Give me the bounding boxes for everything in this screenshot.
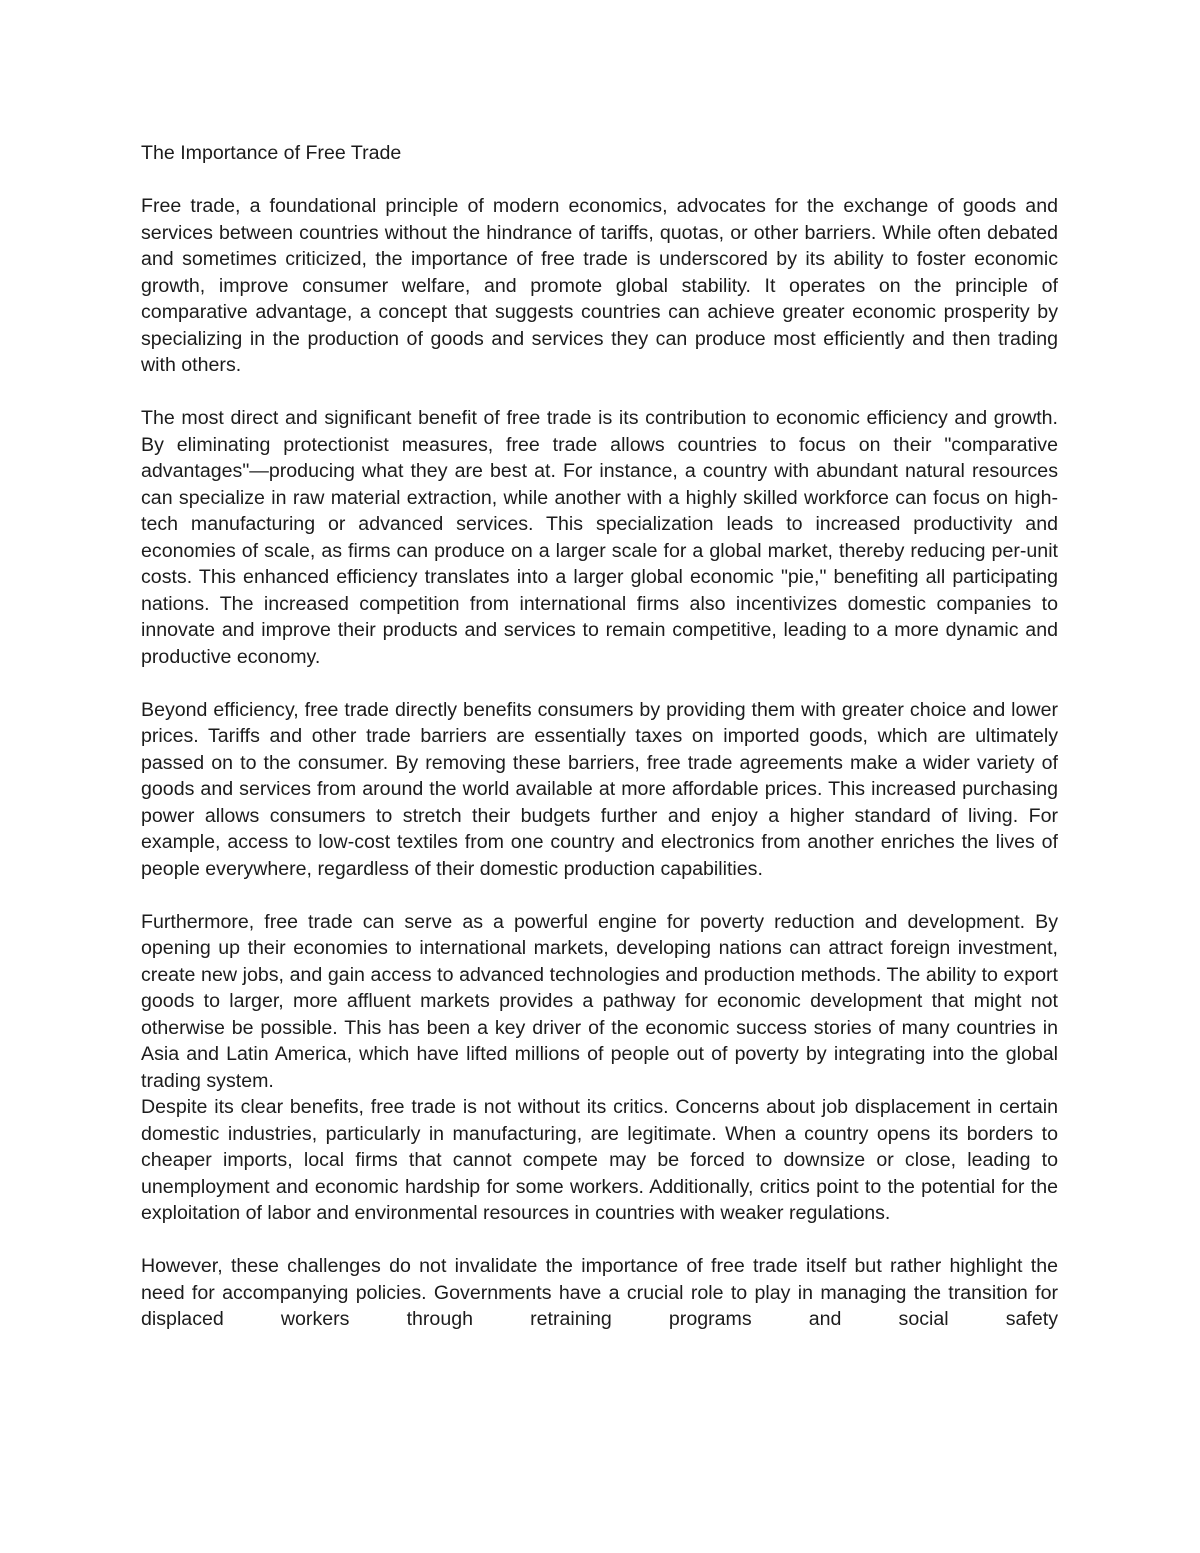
paragraph-efficiency: The most direct and significant benefit of free trade is its contribution to economic efficiency and growth. By eliminating protectionist measures, free trade allows countries to focus on their "comparative advantages"—producing what they are best at. For instance, a country with abundant natural resources can specialize in raw material extraction, while another with a highly skilled workforce can focus on high-tech manufacturing or advanced services. This specialization leads to increased productivity and economies of scale, as firms can produce on a larger scale for a global market, thereby reducing per-unit costs. This enhanced efficiency translates into a larger global economic "pie," benefiting all participating nations. The increased competition from international firms also incentivizes domestic companies to innovate and improve their products and services to remain competitive, leading to a more dynamic and productive economy. <box>141 407 1058 668</box>
paragraph-policies: However, these challenges do not invalidate the importance of free trade itself but rather highlight the need for accompanying policies. Governments have a crucial role to play in managing the transition for displaced workers through retraining programs and social safety <box>141 1255 1058 1330</box>
paragraph-critics: Despite its clear benefits, free trade is not without its critics. Concerns about job displacement in certain domestic industries, particularly in manufacturing, are legitimate. When a country opens its borders to cheaper imports, local firms that cannot compete may be forced to downsize or close, leading to unemployment and economic hardship for some workers. Additionally, critics point to the potential for the exploitation of labor and environmental resources in countries with weaker regulations. <box>141 1096 1058 1224</box>
document-page <box>141 140 1058 1333</box>
document-title: The Importance of Free Trade <box>141 142 402 164</box>
paragraph-development: Furthermore, free trade can serve as a powerful engine for poverty reduction and development. By opening up their economies to international markets, developing nations can attract foreign investment, create new jobs, and gain access to advanced technologies and production methods. The ability to export goods to larger, more affluent markets provides a pathway for economic development that might not otherwise be possible. This has been a key driver of the economic success stories of many countries in Asia and Latin America, which have lifted millions of people out of poverty by integrating into the global trading system. <box>141 910 1058 1092</box>
paragraph-consumers: Beyond efficiency, free trade directly benefits consumers by providing them with greater choice and lower prices. Tariffs and other trade barriers are essentially taxes on imported goods, which are ultimately passed on to the consumer. By removing these barriers, free trade agreements make a wider variety of goods and services from around the world available at more affordable prices. This increased purchasing power allows consumers to stretch their budgets further and enjoy a higher standard of living. For example, access to low-cost textiles from one country and electronics from another enriches the lives of people everywhere, regardless of their domestic production capabilities. <box>141 698 1058 880</box>
paragraph-intro: Free trade, a foundational principle of modern economics, advocates for the exchange of goods and services between countries without the hindrance of tariffs, quotas, or other barriers. While often debated and sometimes criticized, the importance of free trade is underscored by its ability to foster economic growth, improve consumer welfare, and promote global stability. It operates on the principle of comparative advantage, a concept that suggests countries can achieve greater economic prosperity by specializing in the production of goods and services they can produce most efficiently and then trading with others. <box>141 195 1058 376</box>
